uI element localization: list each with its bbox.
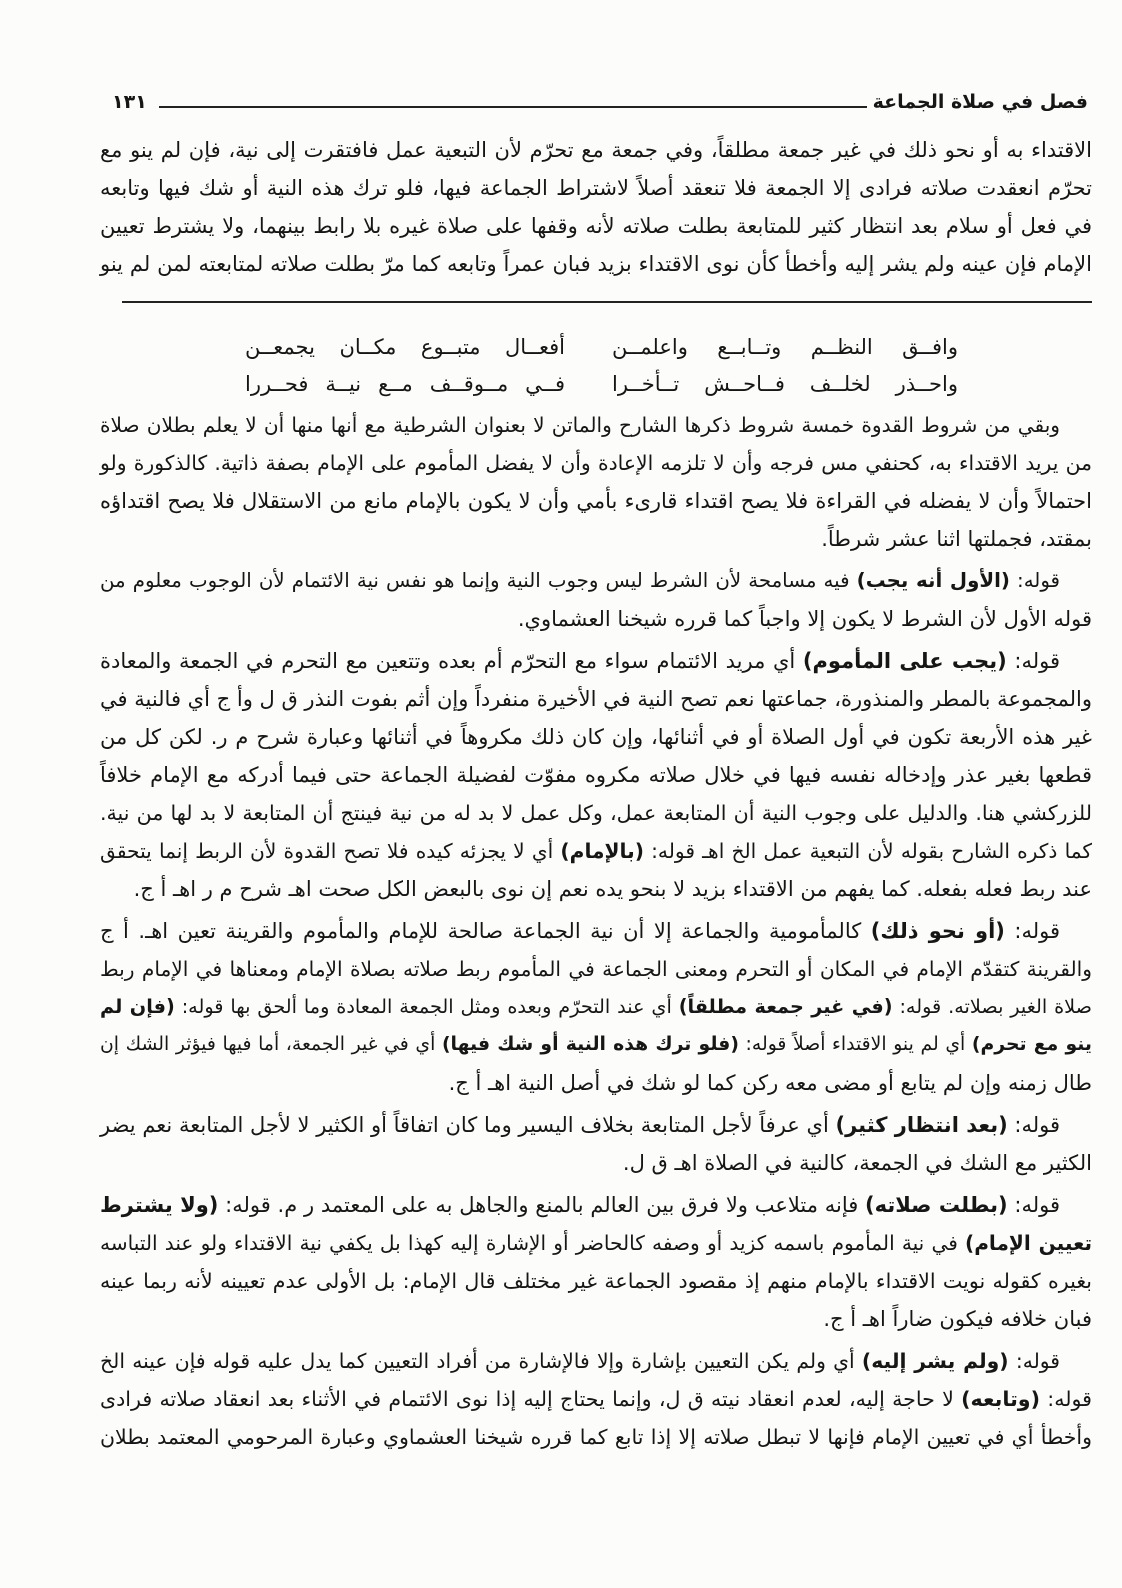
- line-segment: والمجموعة بالمطر والمنذورة، جماعتها نعم تصح النية في الأخيرة منفرداً وإن أثم بفوت النذر ق ل وأ ج أي فالنية في: [100, 687, 1092, 711]
- quoted-lemma: (الأول أنه يجب): [856, 569, 1010, 592]
- line-segment: في نية المأموم باسمه كزيد أو وصفه كالحاضر أو الإشارة إليه كهذا بل يكفي نية الاقتداء ولو عند التباسه: [100, 1231, 965, 1255]
- line-text: [100, 1349, 1060, 1373]
- line-text: [100, 569, 1060, 592]
- hemistich-text: فــي مــوقــف مــع نيــة فحــررا: [245, 372, 565, 396]
- line-text: [100, 1034, 1092, 1055]
- verse-second-hemistich: [245, 329, 565, 366]
- quoted-lemma: (فلو ترك هذه النية أو شك فيها): [441, 1034, 739, 1055]
- line-text: [134, 877, 1092, 901]
- commentary-line: [100, 600, 1092, 638]
- main-text-line: [100, 245, 1092, 283]
- quoted-lemma: تعيين الإمام): [965, 1231, 1092, 1255]
- commentary-line: [100, 718, 1092, 756]
- commentary-line: [100, 482, 1092, 520]
- quoted-lemma: (بعد انتظار كثير): [835, 1113, 1008, 1137]
- line-text: [100, 489, 1092, 513]
- commentary-line: [100, 832, 1092, 870]
- commentary-line: [100, 406, 1092, 444]
- line-text: [518, 607, 1092, 631]
- hemistich-text: أفعــال متبــوع مكــان يجمعــن: [245, 335, 565, 359]
- line-text: الاقتداء به أو نحو ذلك في غير جمعة مطلقاً، وفي جمعة مع تحرّم لأن التبعية عمل فافتقرت إلى نية، فإن لم ينو مع: [100, 138, 1092, 162]
- line-segment: كالمأمومية والجماعة إلا أن نية الجماعة صالحة للإمام والمأموم والقرينة تعين اهـ. أ ج: [100, 919, 871, 943]
- commentary-line: [100, 1300, 1092, 1338]
- commentary-line: [100, 912, 1092, 950]
- line-text: [100, 413, 1060, 437]
- quoted-lemma: (يجب على المأموم): [802, 649, 1007, 673]
- commentary-paragraph: [100, 912, 1092, 1102]
- line-segment: وبقي من شروط القدوة خمسة شروط ذكرها الشارح والماتن لا بعنوان الشرطية مع أنها منها أن لا يعلم بطلان صلاة: [100, 413, 1060, 437]
- commentary-line: [100, 1026, 1092, 1064]
- commentary-line: [100, 520, 1092, 558]
- commentary-line: [100, 950, 1092, 988]
- line-segment: قوله:: [1007, 1113, 1060, 1137]
- line-segment: أي مريد الائتمام سواء مع التحرّم أم بعده وتتعين مع التحرم في الجمعة والمعادة: [100, 649, 803, 673]
- section-divider: [122, 301, 1092, 303]
- commentary-paragraph: [100, 1106, 1092, 1182]
- verse-second-hemistich: [245, 366, 565, 403]
- line-segment: من يريد الاقتداء به، كحنفي مس فرجه وأن لا تلزمه الإعادة وأن لا يفضل المأموم على الإمام بصفة ذاتية. كالذكورة ولو: [100, 451, 1092, 475]
- main-text-line: [100, 131, 1092, 169]
- commentary-paragraph: [100, 562, 1092, 638]
- line-segment: أي لا يجزئه كيده فلا تصح القدوة لأن الربط إنما يتحقق: [100, 839, 561, 863]
- line-text: في فعل أو سلام بعد انتظار كثير للمتابعة بطلت صلاته لأنه وقفها على صلاة غيره بلا رابط بينهما، ولا يشترط تعيين: [100, 214, 1092, 238]
- verse-first-hemistich: [612, 329, 958, 366]
- line-text: [823, 1307, 1092, 1331]
- line-text: [821, 527, 1092, 551]
- line-segment: قوله:: [1008, 1349, 1061, 1373]
- commentary-paragraph: [100, 406, 1092, 558]
- quoted-lemma: (وتابعه): [961, 1387, 1041, 1411]
- commentary-line: [100, 1380, 1092, 1418]
- commentary-line: [100, 988, 1092, 1026]
- line-segment: والقرينة كتقدّم الإمام في المكان أو التحرم ومعنى الجماعة في المأموم ربط صلاته بصلاة الإمام ومعناها في الإمام ربط: [100, 957, 1092, 981]
- line-segment: لا حاجة إليه، لعدم انعقاد نيته ق ل، وإنما يحتاج إليه إذا نوى الائتمام في الأثناء بعد انعقاد صلاته فرادى: [100, 1387, 962, 1411]
- line-text: [623, 1151, 1092, 1175]
- commentary-line: [100, 680, 1092, 718]
- quoted-lemma: (في غير جمعة مطلقاً): [678, 995, 893, 1018]
- running-header: [112, 84, 1088, 116]
- quoted-lemma: (ولا يشترط: [100, 1193, 219, 1217]
- commentary-paragraph: [100, 1342, 1092, 1456]
- line-segment: احتمالاً وأن لا يفضله في القراءة فلا يصح اقتداء قارىء بأمي وأن لا يكون بالإمام مانع من الاستقلال فلا يصح اقتداؤه: [100, 489, 1092, 513]
- line-text: الإمام فإن عينه ولم يشر إليه وأخطأ كأن نوى الاقتداء بزيد فبان عمراً وتابعه كما مرّ بطلت صلاته لمتابعته لمن لم ينو: [100, 252, 1092, 276]
- commentary-line: [100, 444, 1092, 482]
- commentary-paragraph: [100, 642, 1092, 908]
- page-number: ١٣١: [112, 91, 147, 113]
- line-text: [100, 1113, 1060, 1137]
- poem-verse: [0, 329, 1122, 366]
- line-segment: قوله:: [1007, 1193, 1060, 1217]
- line-text: تحرّم انعقدت صلاته فرادى إلا الجمعة فلا تنعقد أصلاً لاشتراط الجماعة فيها، فلو ترك هذه النية أو شك فيها وتابعه: [100, 176, 1092, 200]
- line-segment: فبان خلافه فيكون ضاراً اهـ أ ج.: [823, 1307, 1092, 1331]
- line-segment: أي لم ينو الاقتداء أصلاً قوله:: [738, 1034, 972, 1055]
- line-segment: كما ذكره الشارح بقوله لأن التبعية عمل الخ اهـ قوله:: [643, 839, 1093, 863]
- poem: [0, 329, 1122, 403]
- quoted-lemma: (ولم يشر إليه): [861, 1349, 1009, 1373]
- line-segment: أي ولم يكن التعيين بإشارة وإلا فالإشارة من أفراد التعيين كما يدل عليه قوله فإن عينه الخ: [100, 1349, 862, 1373]
- verse-first-hemistich: [612, 366, 958, 403]
- line-segment: طال زمنه وإن لم يتابع أو مضى معه ركن كما لو شك في أصل النية اهـ أ ج.: [448, 1071, 1092, 1095]
- line-segment: عند ربط فعله بفعله. كما يفهم من الاقتداء بزيد لا بنحو يده نعم إن نوى بالبعض الكل صحت اهـ شرح م ر اهـ أ ج.: [133, 877, 1092, 901]
- line-text: [100, 1269, 1092, 1293]
- line-text: [100, 687, 1092, 711]
- line-text: [100, 649, 1060, 673]
- line-text: [100, 957, 1092, 981]
- line-text: [100, 995, 1092, 1018]
- commentary-line: [100, 1106, 1092, 1144]
- line-segment: للزركشي هنا. والدليل على وجوب النية أن المتابعة عمل، وكل عمل لا بد له من نية فينتج أن المتابعة لا بد لها من نية.: [100, 801, 1092, 825]
- main-text-line: [100, 169, 1092, 207]
- line-text: [100, 839, 1092, 863]
- commentary-line: [100, 756, 1092, 794]
- commentary-line: [100, 1342, 1092, 1380]
- line-text: [100, 919, 1060, 943]
- hemistich-text: وافــق النظــم وتــابــع واعلمــن: [612, 335, 958, 359]
- commentary-line: [100, 1064, 1092, 1102]
- line-text: [100, 451, 1092, 475]
- commentary-line: [100, 1186, 1092, 1224]
- commentary-block: [100, 406, 1092, 1456]
- quoted-lemma: (فإن لم: [100, 995, 175, 1018]
- header-rule: [159, 106, 867, 108]
- line-segment: قطعها بغير عذر وإدخاله نفسه فيها في خلال صلاته مكروه مفوّت لفضيلة الجماعة حتى فيما أدركه مع الإمام خلافاً: [100, 763, 1092, 787]
- line-segment: أي عرفاً لأجل المتابعة بخلاف اليسير وما كان اتفاقاً أو الكثير لا لأجل المتابعة نعم يضر: [100, 1113, 836, 1137]
- line-segment: بمقتد، فجملتها اثنا عشر شرطاً.: [821, 527, 1092, 551]
- line-text: [100, 1425, 1092, 1449]
- commentary-line: [100, 642, 1092, 680]
- line-segment: فإنه متلاعب ولا فرق بين العالم بالمنع والجاهل به على المعتمد ر م. قوله:: [218, 1193, 866, 1217]
- line-segment: الكثير مع الشك في الجمعة، كالنية في الصلاة اهـ ق ل.: [622, 1151, 1092, 1175]
- line-text: [100, 1387, 1092, 1411]
- commentary-line: [100, 1144, 1092, 1182]
- quoted-lemma: (بطلت صلاته): [865, 1193, 1008, 1217]
- line-segment: قوله:: [1004, 919, 1061, 943]
- line-segment: فيه مسامحة لأن الشرط ليس وجوب النية وإنما هو نفس نية الائتمام لأن الوجوب معلوم من: [100, 569, 857, 592]
- line-segment: أي عند التحرّم وبعده ومثل الجمعة المعادة وما ألحق بها قوله:: [174, 995, 679, 1018]
- quoted-lemma: (بالإمام): [560, 839, 644, 863]
- line-text: [100, 1231, 1092, 1255]
- line-segment: أي في غير الجمعة، أما فيها فيؤثر الشك إن: [100, 1034, 442, 1055]
- main-text-block: [100, 131, 1092, 283]
- line-text: [100, 1193, 1060, 1217]
- line-text: [100, 801, 1092, 825]
- commentary-line: [100, 794, 1092, 832]
- poem-verse: [0, 366, 1122, 403]
- line-text: [100, 725, 1092, 749]
- commentary-paragraph: [100, 1186, 1092, 1338]
- line-text: [449, 1071, 1092, 1095]
- commentary-line: [100, 1224, 1092, 1262]
- line-segment: وأخطأ أي في تعيين الإمام فإنها لا تبطل صلاته إلا إذا تابع كما قرره شيخنا العشماوي وعبارة المرحومي المعتمد بطلان: [100, 1425, 1092, 1449]
- main-text-line: [100, 207, 1092, 245]
- line-segment: غير هذه الأربعة تكون في أول الصلاة أو في أثنائها، وإن كان ذلك مكروهاً في أثنائها وعبارة شرح م ر. لكن كل من: [100, 725, 1092, 749]
- line-segment: قوله الأول لأن الشرط لا يكون إلا واجباً كما قرره شيخنا العشماوي.: [517, 607, 1092, 631]
- commentary-line: [100, 870, 1092, 908]
- line-segment: بغيره كقوله نويت الاقتداء بالإمام منهم إذ مقصود الجماعة غير مختلف قال الإمام: بل الأولى عدم تعيينه لأنه ربما عينه: [100, 1269, 1092, 1293]
- line-segment: صلاة الغير بصلاته. قوله:: [892, 995, 1092, 1018]
- line-segment: قوله:: [1009, 569, 1060, 592]
- quoted-lemma: ينو مع تحرم): [971, 1034, 1092, 1055]
- line-text: [100, 763, 1092, 787]
- commentary-line: [100, 1262, 1092, 1300]
- commentary-line: [100, 1418, 1092, 1456]
- line-segment: قوله:: [1006, 649, 1060, 673]
- hemistich-text: واحــذر لخلــف فــاحــش تــأخــرا: [612, 372, 958, 396]
- chapter-title: فصل في صلاة الجماعة: [872, 91, 1088, 113]
- line-segment: قوله:: [1040, 1387, 1092, 1411]
- quoted-lemma: (أو نحو ذلك): [870, 919, 1005, 943]
- commentary-line: [100, 562, 1092, 600]
